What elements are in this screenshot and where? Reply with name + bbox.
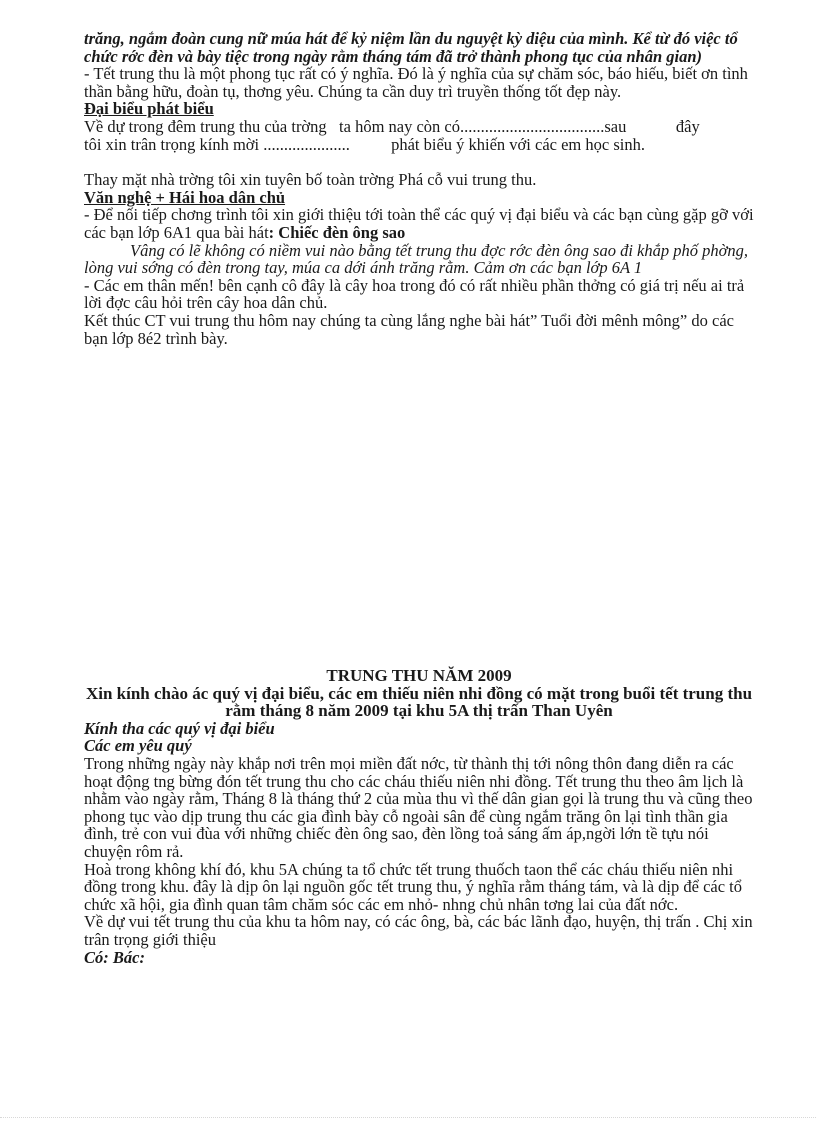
arts-italic-paragraph: Vâng có lẽ không có niềm vui nào bằng tết trung thu đợc rớc đèn ông sao đi khắp phố phờng, lòng vui sớng có đèn trong tay, múa ca dới ánh trăng rằm. Cảm ơn các bạn lớp 6A 1 [84, 240, 749, 278]
intro-tail-paragraph: trăng, ngắm đoàn cung nữ múa hát để kỷ niệm lần du nguyệt kỳ diệu của mình. Kể từ đó việc tổ chức rớc đèn và bày tiệc trong ngày rằm tháng tám đã trở thành phong tục của nhân gian) [84, 29, 738, 66]
greeting-children: Các em yêu quý [84, 736, 192, 756]
page-title: TRUNG THU NĂM 2009 [326, 666, 512, 685]
guest-list-label: Có: Bác: [84, 947, 145, 967]
delegate-line-2: tôi xin trân trọng kính mời ..................... phát biểu ý khiến với các em học sinh. [84, 134, 645, 154]
greeting-guests: Kính tha các quý vị đại biểu [84, 718, 275, 738]
arts-intro-paragraph [84, 206, 754, 241]
spacer [84, 153, 754, 171]
document-bottom-section [84, 667, 754, 966]
delegate-line-1: Về dự trong đêm trung thu của trờng ta hôm nay còn có...................................sau đây [84, 116, 700, 136]
heading-arts-performance: Văn nghệ + Hái hoa dân chủ [84, 187, 286, 207]
arts-intro-text: - Để nối tiếp chơng trình tôi xin giới thiệu tới toàn thể các quý vị đại biểu và các bạn cùng gặp gỡ với các bạn lớp 6A1 qua bài hát [84, 205, 754, 242]
heading-delegate-speech: Đại biểu phát biểu [84, 99, 214, 119]
flower-tree-paragraph: - Các em thân mến! bên cạnh cô đây là cây hoa trong đó có rất nhiều phần thởng có giá trị nếu ai trả lời đợc câu hỏi trên cây hoa dân chủ. [84, 275, 745, 313]
body-paragraph-2: Hoà trong không khí đó, khu 5A chúng ta tổ chức tết trung thuốch taon thể các cháu thiếu niên nhi đồng trong khu. đây là dịp ôn lại nguồn gốc tết trung thu, ý nghĩa rằm tháng tám, và là dịp để các tổ chức xã hội, gia đình quan tâm chăm sóc các em nhỏ- nhng chủ nhân tơng lai của đất nớc. [84, 859, 743, 914]
page-subtitle: Xin kính chào ác quý vị đại biểu, các em thiếu niên nhi đồng có mặt trong buổi tết trung thu rằm tháng 8 năm 2009 tại khu 5A thị trấn Than Uyên [85, 683, 753, 721]
arts-song-prefix: : [268, 222, 279, 242]
meaning-paragraph: - Tết trung thu là một phong tục rất có ý nghĩa. Đó là ý nghĩa của sự chăm sóc, báo hiếu, biết ơn tình thần bằng hữu, đoàn tụ, thơng yêu. Chúng ta cần duy trì truyền thống tốt đẹp này. [84, 64, 748, 101]
opening-declaration: Thay mặt nhà trờng tôi xin tuyên bố toàn trờng Phá cỗ vui trung thu. [84, 170, 537, 190]
page-bottom-divider [0, 1117, 816, 1118]
body-paragraph-3: Về dự vui tết trung thu của khu ta hôm nay, có các ông, bà, các bác lãnh đạo, huyện, thị trấn . Chị xin trân trọng giới thiệu [84, 912, 753, 949]
body-paragraph-1: Trong những ngày này khắp nơi trên mọi miền đất nớc, từ thành thị tới nông thôn đang diễn ra các hoạt động tng bừng đón tết trung thu cho các cháu thiếu niên nhi đồng. Tết trung thu theo âm lịch là nhằm vào ngày rằm, Tháng 8 là tháng thứ 2 của mùa thu vì thế dân gian gọi là trung thu và cũng theo phong tục vào dịp trung thu các gia đình bày cỗ ngoài sân để cùng ngắm trăng ôn lại tình thần gia đình, trẻ con vui đùa với những chiếc đèn ông sao, đèn lồng toả sáng ấm áp,ngời lớn tề tựu nói chuyện rôm rả. [84, 753, 753, 861]
document-top-section [84, 30, 754, 347]
arts-song-title: Chiếc đèn ông sao [278, 222, 406, 242]
closing-paragraph: Kết thúc CT vui trung thu hôm nay chúng ta cùng lắng nghe bài hát” Tuổi đời mênh mông” do các bạn lớp 8é2 trình bày. [84, 310, 734, 348]
